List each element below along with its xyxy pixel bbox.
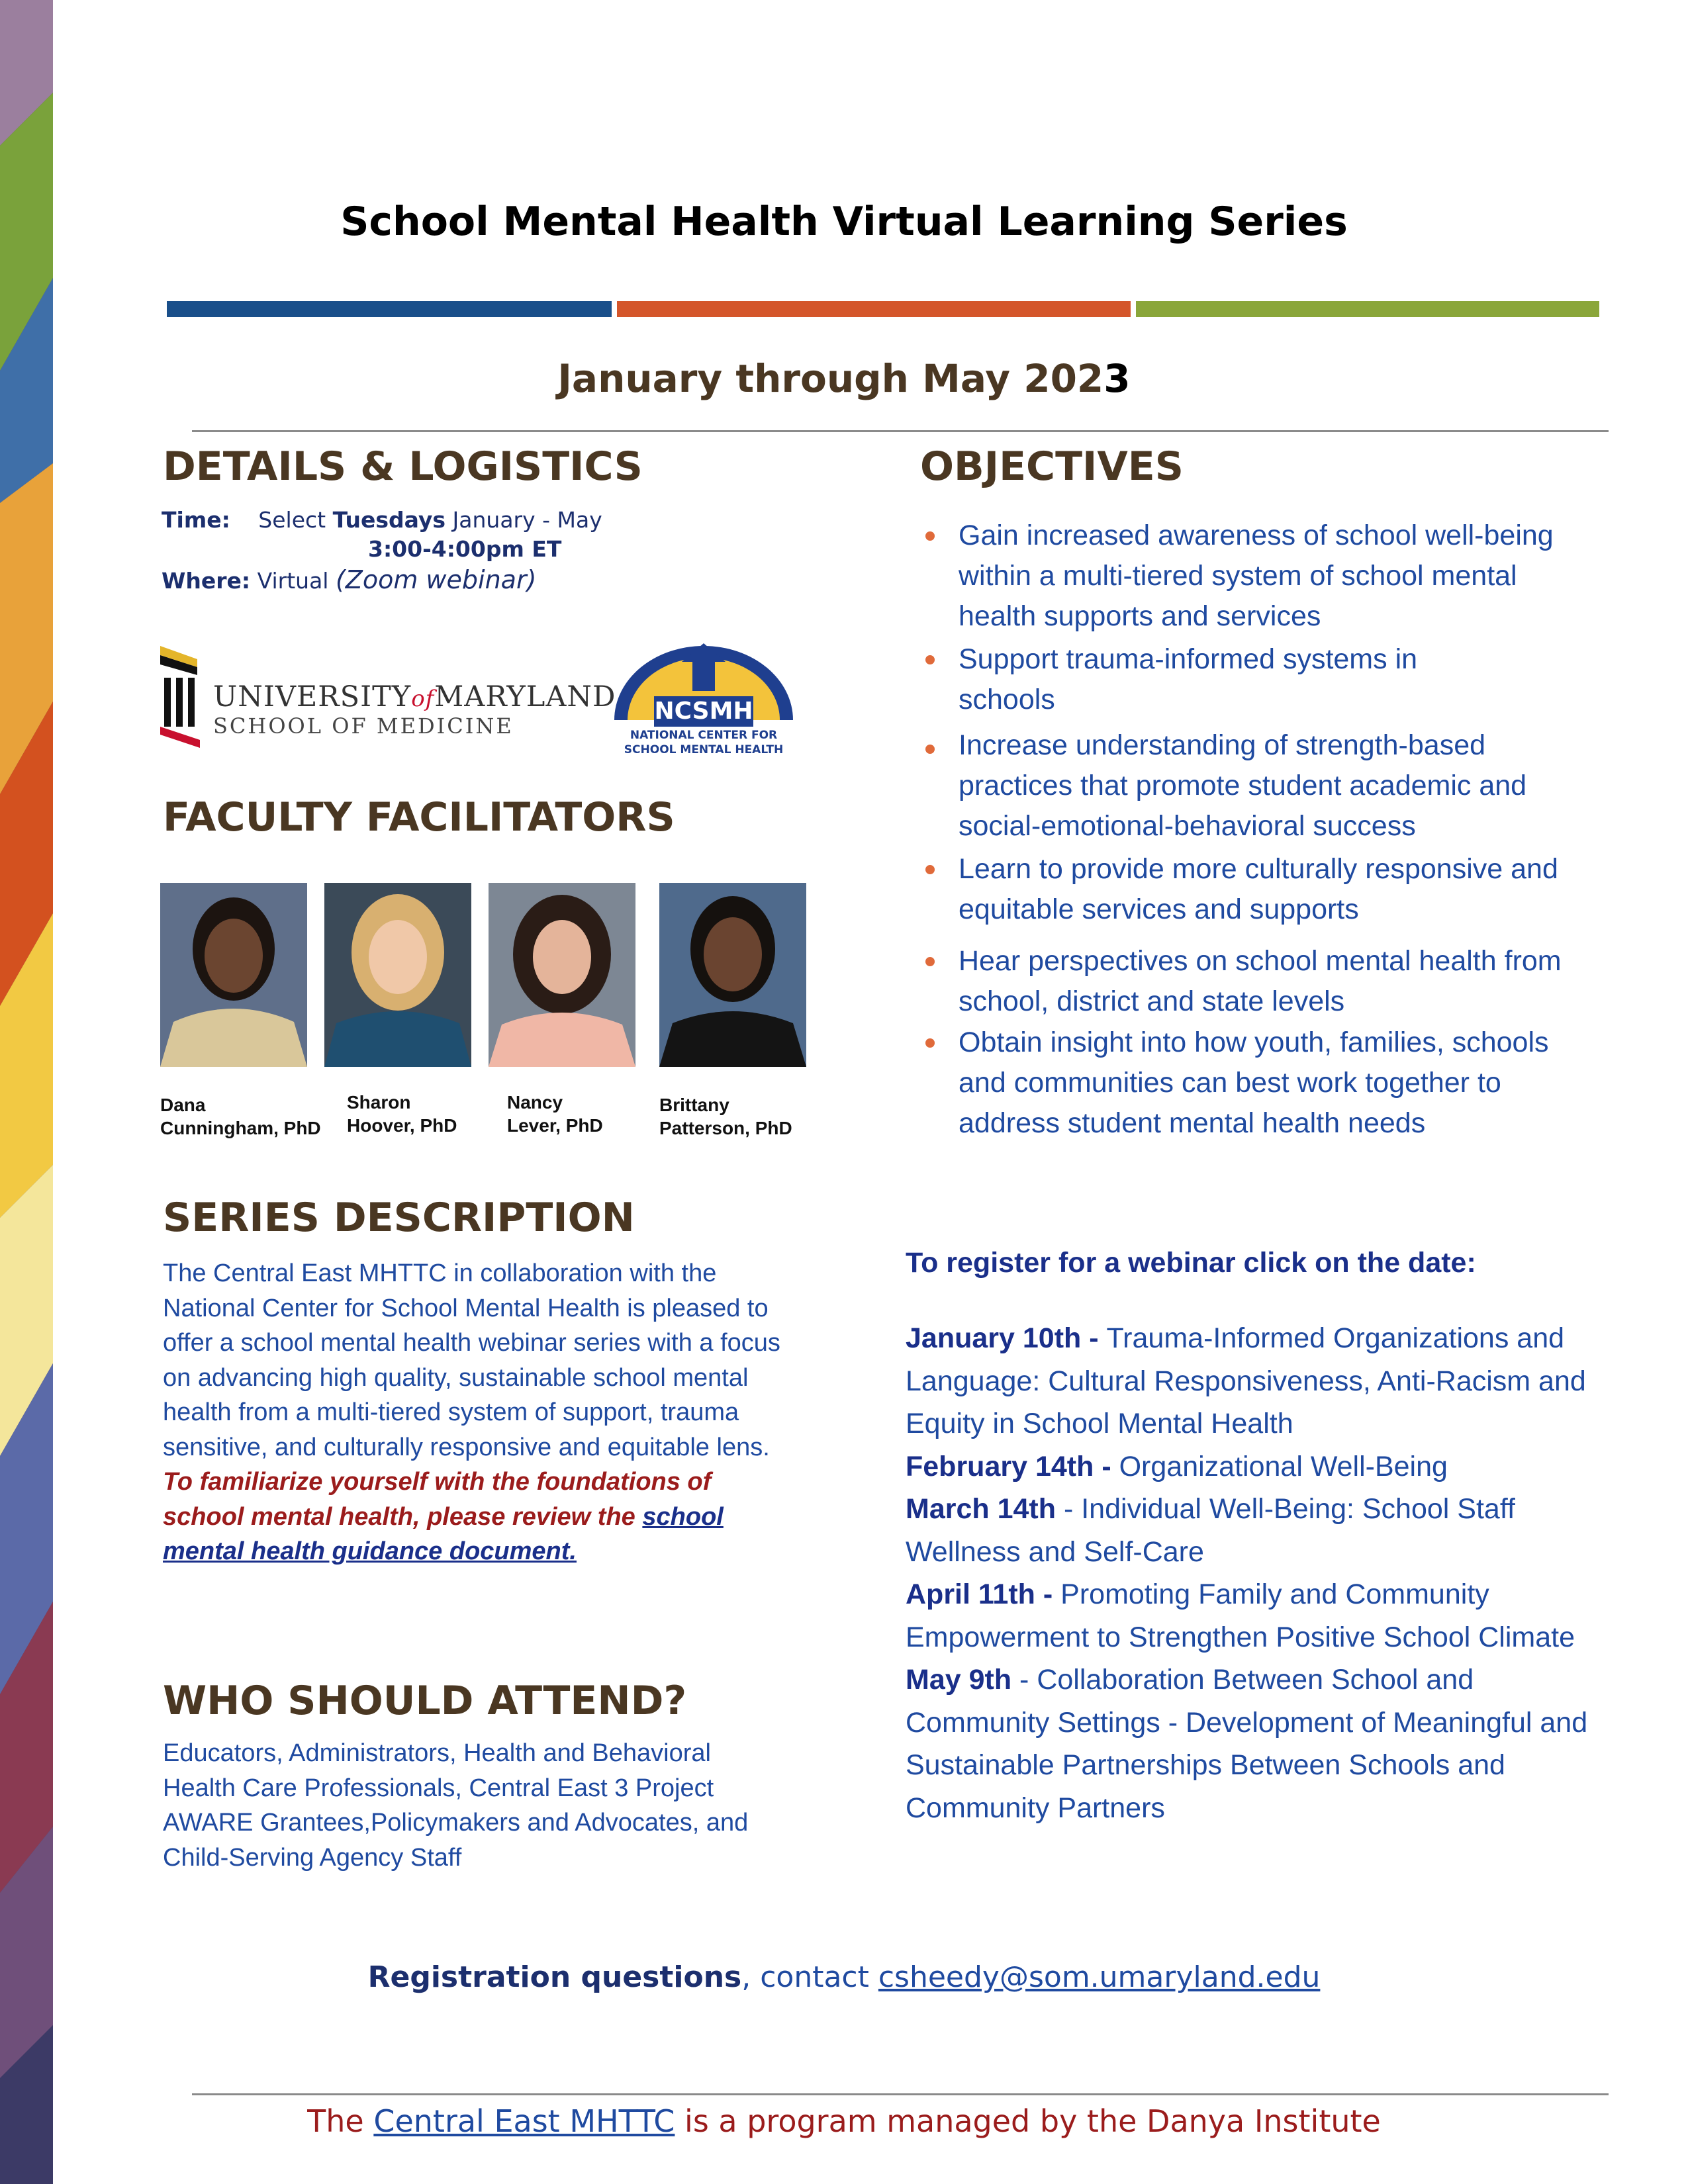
who-should-attend-heading: WHO SHOULD ATTEND? <box>163 1678 687 1724</box>
faculty-name-lever <box>507 1091 603 1137</box>
portrait-icon <box>489 883 635 1067</box>
rule-segment-orange <box>617 301 1131 317</box>
objective-item: Increase understanding of strength-based practices that promote student academic and social-emotional-behavioral success <box>959 729 1527 842</box>
faculty-name-patterson <box>659 1093 792 1140</box>
faculty-name-cunningham <box>160 1093 321 1140</box>
details-heading: DETAILS & LOGISTICS <box>163 443 643 490</box>
series-description-heading: SERIES DESCRIPTION <box>163 1195 635 1241</box>
bullet-icon <box>925 1038 935 1048</box>
time-hours: 3:00-4:00pm ET <box>368 536 562 562</box>
objective-item: Obtain insight into how youth, families, schools and communities can best work together to address student mental health needs <box>959 1026 1549 1139</box>
session-title: Trauma-Informed Organizations and Language: Cultural Responsiveness, Anti-Racism and Equity in School Mental Health <box>906 1322 1586 1439</box>
bullet-icon <box>925 957 935 966</box>
session-date-link[interactable]: February 14th <box>906 1450 1094 1482</box>
strip-gap <box>53 0 60 2184</box>
session-date-link[interactable]: January 10th <box>906 1322 1082 1354</box>
name-line2: Lever, PhD <box>507 1115 603 1136</box>
session-title: Individual Well-Being: School Staff Wellness and Self-Care <box>906 1493 1515 1568</box>
bullet-icon <box>925 655 935 664</box>
bullet-icon <box>925 745 935 754</box>
umd-name <box>213 680 616 713</box>
time-day: Tuesdays <box>332 507 446 533</box>
faculty-photo-cunningham <box>160 883 307 1067</box>
contact-text: contact <box>760 1960 869 1994</box>
umd-line1a: UNIVERSITY <box>213 680 412 713</box>
where-value: Virtual <box>257 568 329 594</box>
session-sep: - <box>1081 1322 1107 1354</box>
objective-item: Learn to provide more culturally responsive and equitable services and supports <box>959 853 1558 925</box>
series-description-body <box>163 1256 785 1569</box>
faculty-photo-hoover <box>324 883 471 1067</box>
rule-fill <box>167 301 612 317</box>
session-date-link[interactable]: March 14th <box>906 1493 1056 1525</box>
description-text: The Central East MHTTC in collaboration with the National Center for School Mental Health is pleased to offer a school mental health webinar series with a focus on advancing high quality, sustainable school mental health from a multi-tiered system of support, trauma sensitive, and culturally responsive and equitable lens. <box>163 1259 780 1461</box>
central-east-mhttc-link[interactable]: Central East MHTTC <box>373 2103 675 2139</box>
name-line1: Sharon <box>347 1092 411 1113</box>
portrait-icon <box>160 883 307 1067</box>
rule-fill <box>1136 301 1599 317</box>
session-title: Organizational Well-Being <box>1119 1450 1448 1482</box>
time-prefix: Select <box>258 507 326 533</box>
umd-som-logo <box>158 641 616 753</box>
who-should-attend-body: Educators, Administrators, Health and Behavioral Health Care Professionals, Central East 3 Project AWARE Grantees,Policymakers and Advocates, and Child-Serving Agency Staff <box>163 1739 749 1872</box>
page-title: School Mental Health Virtual Learning Series <box>340 199 1348 245</box>
faculty-photo-lever <box>489 883 635 1067</box>
session-item <box>906 1573 1614 1659</box>
session-date-link[interactable]: April 11th <box>906 1578 1035 1610</box>
ncsmh-line1: NATIONAL CENTER FOR <box>630 729 778 742</box>
footer-divider <box>192 2093 1609 2095</box>
objective-item: Gain increased awareness of school well-being within a multi-tiered system of school mental health supports and services <box>959 520 1554 632</box>
session-sep: - <box>1035 1578 1061 1610</box>
objectives-heading: OBJECTIVES <box>920 443 1184 490</box>
decorative-side-strip <box>0 0 53 2184</box>
footer-line <box>0 2103 1688 2139</box>
date-range-last-digit: 3 <box>1103 356 1131 401</box>
ncsmh-line2: SCHOOL MENTAL HEALTH <box>624 743 784 756</box>
time-label: Time: <box>162 507 230 533</box>
umd-line1b: MARYLAND <box>434 680 616 713</box>
guidance-document-link[interactable]: school mental health guidance document. <box>163 1502 724 1565</box>
session-list <box>906 1317 1614 1829</box>
where-label: Where: <box>162 568 251 594</box>
contact-email-link[interactable]: csheedy@som.umaryland.edu <box>878 1960 1321 1994</box>
description-cta: To familiarize yourself with the foundations of school mental health, please review the <box>163 1468 712 1531</box>
session-item <box>906 1445 1614 1488</box>
faculty-heading: FACULTY FACILITATORS <box>163 794 675 841</box>
ncsmh-abbr: NCSMH <box>654 698 753 725</box>
time-months: January - May <box>452 507 602 533</box>
register-heading: To register for a webinar click on the date: <box>906 1247 1476 1279</box>
session-title: Collaboration Between School and Community Settings - Development of Meaningful and Sustainable Partnerships Between Schools and Community Partners <box>906 1664 1588 1824</box>
portrait-icon <box>324 883 471 1067</box>
rule-fill <box>617 301 1131 317</box>
header-divider <box>192 430 1609 432</box>
where-row <box>162 565 536 594</box>
bullet-icon <box>925 865 935 874</box>
session-item <box>906 1317 1614 1445</box>
rule-segment-blue <box>167 301 612 317</box>
name-line1: Nancy <box>507 1092 563 1113</box>
faculty-name-hoover <box>347 1091 457 1137</box>
portrait-icon <box>659 883 806 1067</box>
umd-mace-icon <box>158 641 204 753</box>
session-date-link[interactable]: May 9th <box>906 1664 1012 1696</box>
date-range-subtitle <box>0 356 1688 401</box>
footer-post: is a program managed by the Danya Institute <box>684 2103 1381 2139</box>
name-line2: Hoover, PhD <box>347 1115 457 1136</box>
objective-item: Hear perspectives on school mental health from school, district and state levels <box>959 945 1562 1017</box>
name-line2: Cunningham, PhD <box>160 1118 321 1138</box>
bullet-icon <box>925 531 935 541</box>
footer-pre: The <box>307 2103 364 2139</box>
umd-school: SCHOOL OF MEDICINE <box>213 713 514 739</box>
name-line1: Brittany <box>659 1095 729 1115</box>
session-sep: - <box>1056 1493 1082 1525</box>
where-detail: (Zoom webinar) <box>335 565 537 594</box>
contact-line <box>0 1960 1688 1994</box>
umd-of: of <box>411 686 435 712</box>
name-line2: Patterson, PhD <box>659 1118 792 1138</box>
contact-comma: , <box>741 1960 751 1994</box>
ncsmh-text <box>608 728 800 757</box>
time-row <box>162 507 602 533</box>
date-range-text: January through May 202 <box>557 356 1104 401</box>
contact-label: Registration questions <box>367 1960 742 1994</box>
rule-segment-green <box>1136 301 1599 317</box>
session-title: Promoting Family and Community Empowerment to Strengthen Positive School Climate <box>906 1578 1575 1653</box>
session-item <box>906 1659 1614 1829</box>
side-strip-art <box>0 0 53 2184</box>
session-sep: - <box>1011 1664 1037 1696</box>
ncsmh-logo <box>608 634 800 760</box>
faculty-photo-patterson <box>659 883 806 1067</box>
session-item <box>906 1488 1614 1573</box>
name-line1: Dana <box>160 1095 206 1115</box>
objective-item: Support trauma-informed systems in schools <box>959 643 1418 715</box>
session-sep: - <box>1094 1450 1119 1482</box>
